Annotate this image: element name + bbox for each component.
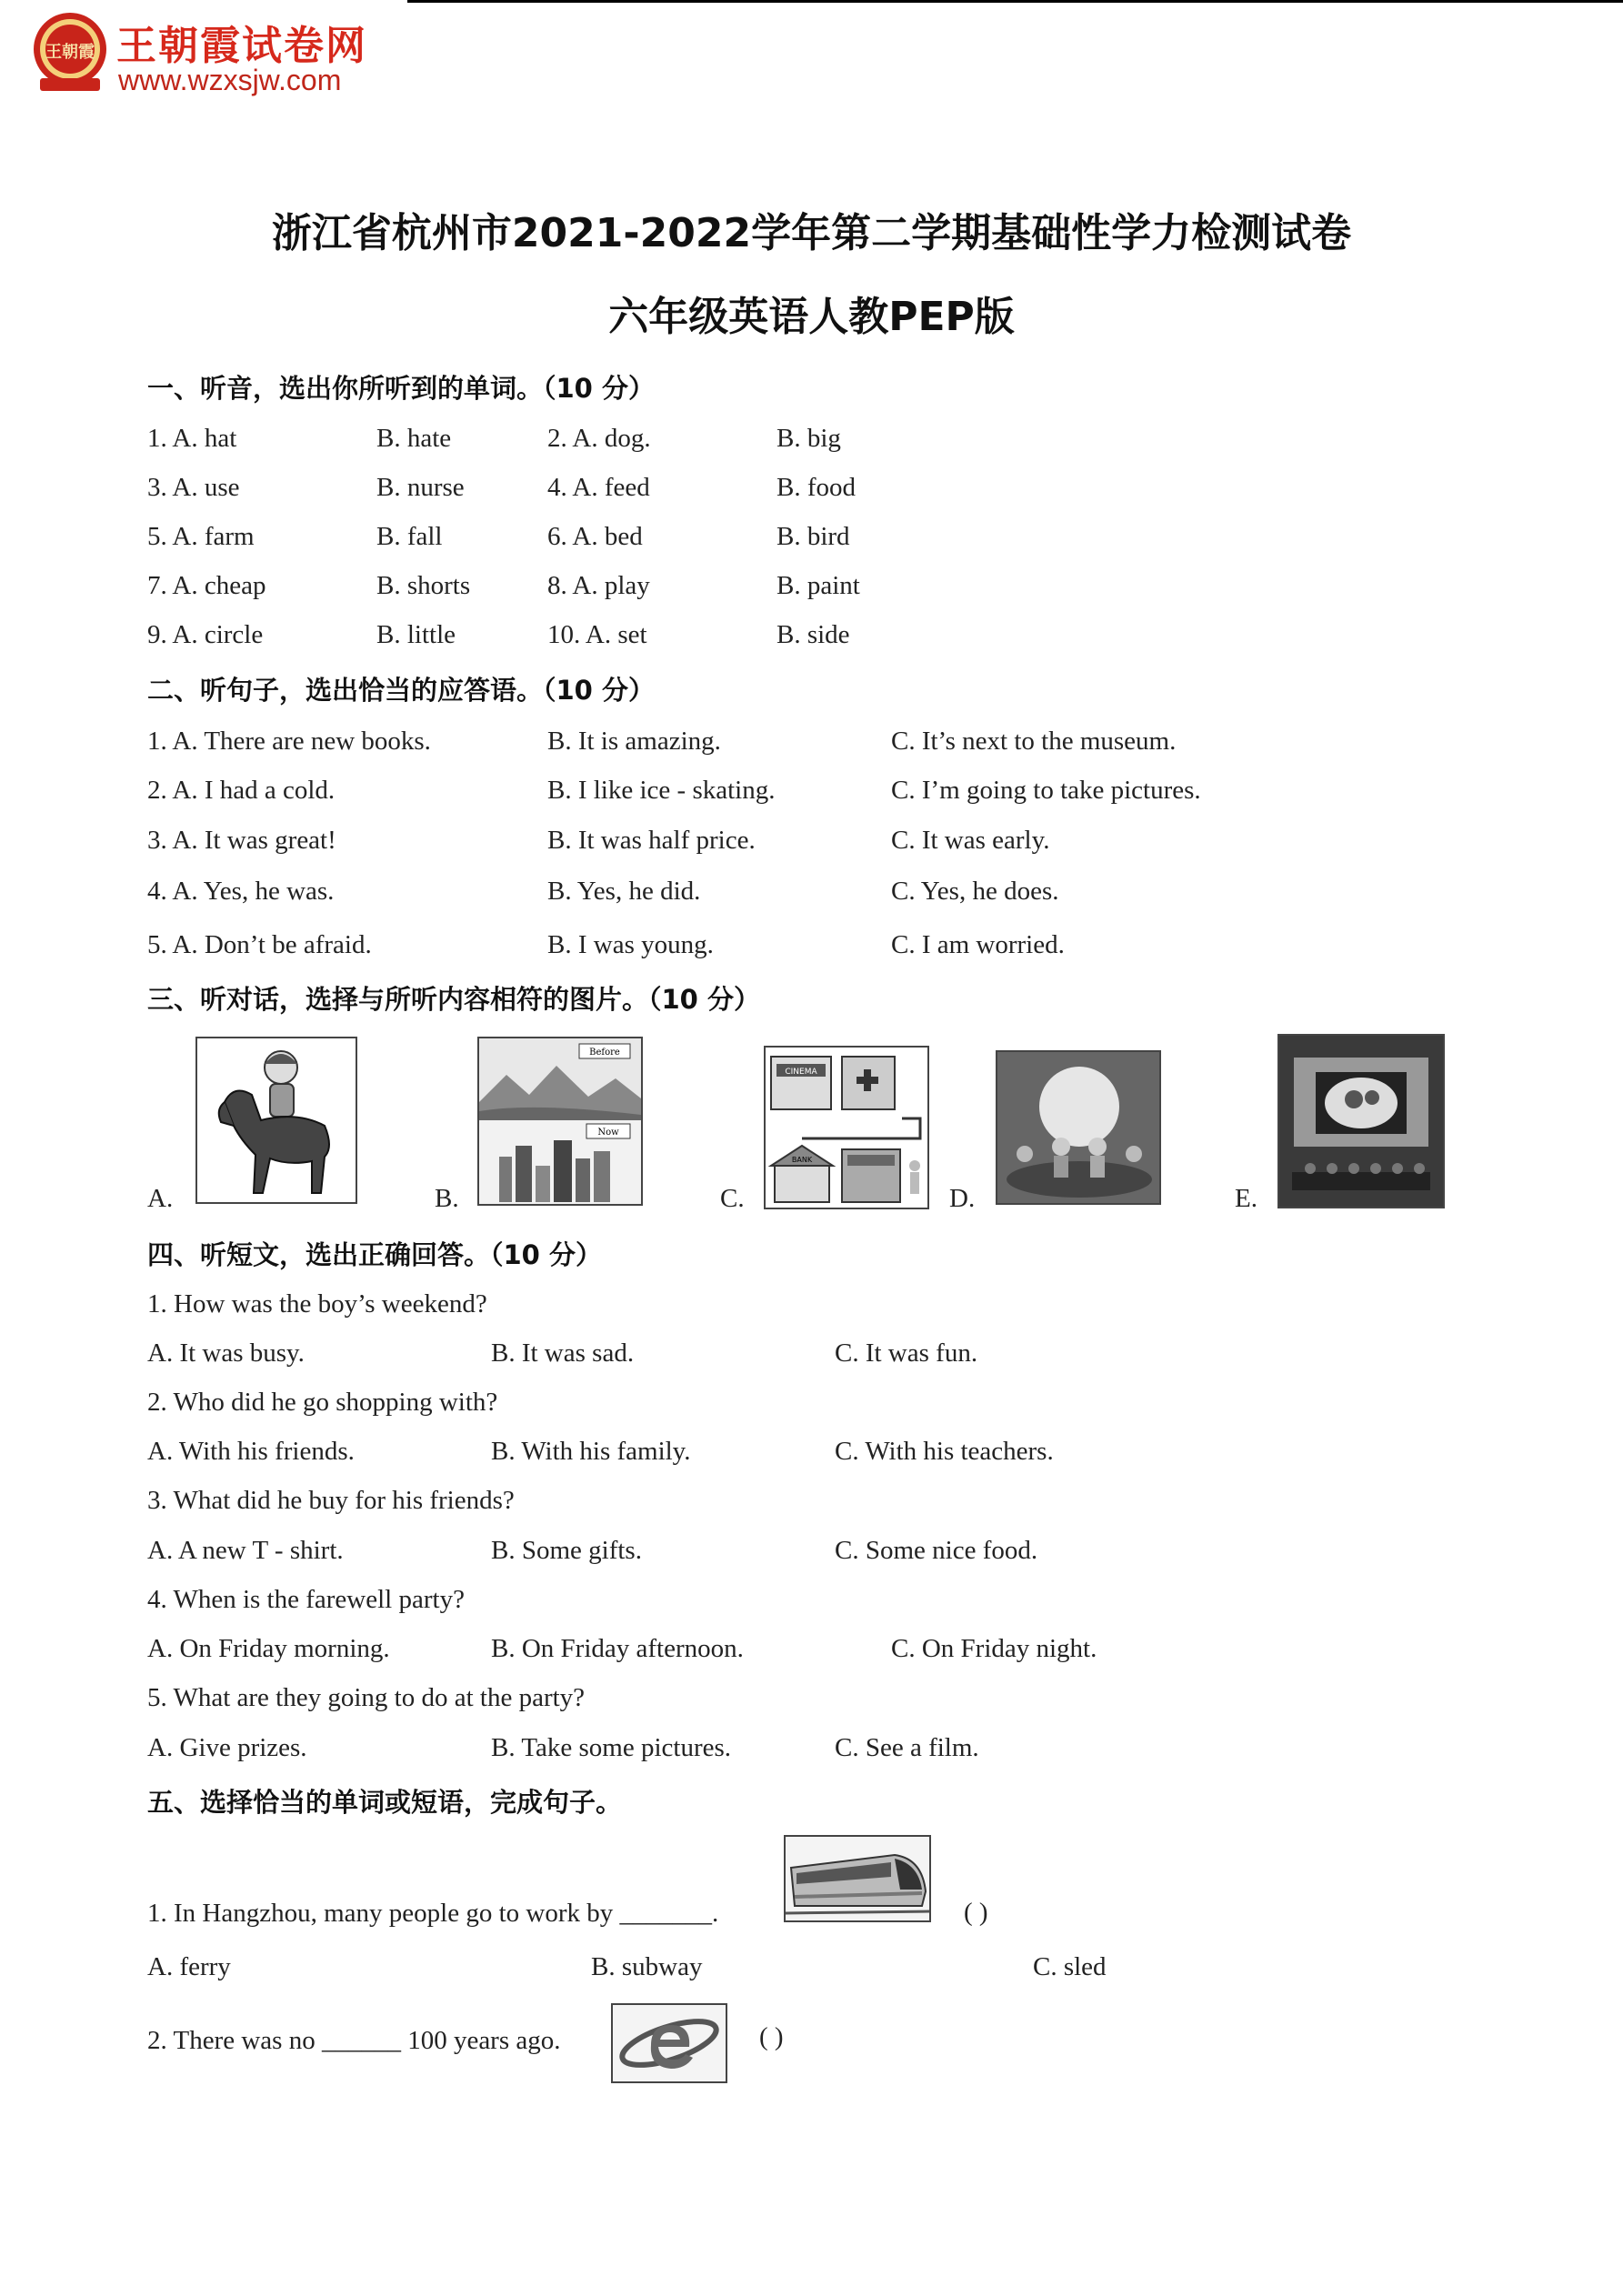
s4-q4-a: A. On Friday morning. [147,1634,390,1663]
s1-row5-c2: B. little [376,620,456,649]
picture-e-cinema-screen [1277,1034,1445,1208]
section1-heading: 一、听音，选出你所听到的单词。（10 分） [147,373,655,404]
s2-row4-a: 4. A. Yes, he was. [147,877,335,906]
s4-q2-b: B. With his family. [491,1437,691,1466]
s4-q1-a: A. It was busy. [147,1338,305,1368]
s4-q3-c: C. Some nice food. [835,1536,1038,1565]
town-buildings-icon [766,1048,927,1208]
s2-row1-b: B. It is amazing. [547,727,721,756]
s1-row3-c1: 5. A. farm [147,522,255,551]
picture-internet-logo [611,2003,727,2083]
s1-row4-c4: B. paint [776,571,860,600]
s4-q2-c: C. With his teachers. [835,1437,1054,1466]
page-subtitle: 六年级英语人教PEP版 [608,294,1015,340]
s2-row3-c: C. It was early. [891,826,1050,855]
train-icon [786,1837,929,1920]
s4-q1: 1. How was the boy’s weekend? [147,1289,487,1318]
s2-row3-a: 3. A. It was great! [147,826,336,855]
pic-c-cinema-label: CINEMA [785,1068,817,1077]
s1-row5-c3: 10. A. set [547,620,647,649]
s2-row4-c: C. Yes, he does. [891,877,1059,906]
s2-row1-c: C. It’s next to the museum. [891,727,1177,756]
pic-b-before-label: Before [589,1048,620,1058]
s5-q1-opt-b: B. subway [591,1952,703,1981]
cinema-screen-icon [1279,1036,1443,1207]
pic-letter-a: A. [147,1184,174,1213]
s4-q5: 5. What are they going to do at the party? [147,1683,586,1712]
s1-row4-c2: B. shorts [376,571,471,600]
s1-row5-c1: 9. A. circle [147,620,264,649]
s1-row4-c1: 7. A. cheap [147,571,266,600]
s4-q2-a: A. With his friends. [147,1437,355,1466]
pic-c-bank-label: BANK [791,1156,813,1164]
landscape-city-icon [479,1038,641,1204]
s2-row3-b: B. It was half price. [547,826,756,855]
s5-q2-text: 2. There was no ______ 100 years ago. [147,2026,561,2055]
logo-seal-icon [27,9,113,95]
s1-row3-c3: 6. A. bed [547,522,643,551]
s4-q1-b: B. It was sad. [491,1338,635,1368]
seal-text: 王朝霞 [45,43,95,62]
logo-url: www.wzxsjw.com [118,64,342,96]
s1-row5-c4: B. side [776,620,850,649]
pic-b-now-label: Now [597,1128,619,1138]
s4-q4: 4. When is the farewell party? [147,1585,465,1614]
s4-q1-c: C. It was fun. [835,1338,978,1368]
horse-rider-icon [197,1038,356,1202]
s1-row1-c2: B. hate [376,424,452,453]
s2-row5-c: C. I am worried. [891,930,1065,959]
s2-row1-a: 1. A. There are new books. [147,727,431,756]
s2-row5-b: B. I was young. [547,930,714,959]
s2-row2-c: C. I’m going to take pictures. [891,776,1201,805]
picture-c-town-map [764,1046,929,1209]
s2-row2-a: 2. A. I had a cold. [147,776,336,805]
s1-row2-c2: B. nurse [376,473,465,502]
moon-family-icon [997,1052,1159,1203]
s1-row4-c3: 8. A. play [547,571,650,600]
s1-row2-c3: 4. A. feed [547,473,650,502]
top-rule [407,0,1623,3]
s1-row1-c1: 1. A. hat [147,424,237,453]
s1-row3-c4: B. bird [776,522,850,551]
s1-row3-c2: B. fall [376,522,443,551]
pic-letter-e: E. [1235,1184,1257,1213]
s4-q5-c: C. See a film. [835,1733,979,1762]
s2-row5-a: 5. A. Don’t be afraid. [147,930,372,959]
picture-subway-train [784,1835,931,1922]
s5-q1-opt-c: C. sled [1033,1952,1107,1981]
s1-row2-c1: 3. A. use [147,473,240,502]
logo-name: 王朝霞试卷网 [116,23,367,69]
section4-heading: 四、听短文，选出正确回答。（10 分） [147,1239,602,1270]
s4-q3-a: A. A new T - shirt. [147,1536,344,1565]
s4-q5-b: B. Take some pictures. [491,1733,732,1762]
section2-heading: 二、听句子，选出恰当的应答语。（10 分） [147,675,655,706]
s4-q2: 2. Who did he go shopping with? [147,1388,498,1417]
s4-q4-c: C. On Friday night. [891,1634,1097,1663]
s4-q3: 3. What did he buy for his friends? [147,1486,515,1515]
section3-heading: 三、听对话，选择与所听内容相符的图片。（10 分） [147,984,760,1015]
s1-row2-c4: B. food [776,473,856,502]
picture-a-horse-rider [195,1037,357,1204]
picture-d-moon-party [996,1050,1161,1205]
s4-q3-b: B. Some gifts. [491,1536,642,1565]
s2-row4-b: B. Yes, he did. [547,877,701,906]
s2-row2-b: B. I like ice - skating. [547,776,776,805]
s4-q5-a: A. Give prizes. [147,1733,307,1762]
s4-q4-b: B. On Friday afternoon. [491,1634,744,1663]
s5-q1-text: 1. In Hangzhou, many people go to work by _______. [147,1899,719,1928]
picture-b-before-now [477,1037,643,1206]
s5-q1-opt-a: A. ferry [147,1952,231,1981]
pic-letter-c: C. [720,1184,745,1213]
page-title: 浙江省杭州市2021-2022学年第二学期基础性学力检测试卷 [271,210,1352,256]
section5-heading: 五、选择恰当的单词或短语，完成句子。 [147,1787,623,1818]
s1-row1-c4: B. big [776,424,841,453]
s1-row1-c3: 2. A. dog. [547,424,651,453]
internet-explorer-icon [613,2005,726,2081]
pic-letter-b: B. [435,1184,459,1213]
pic-letter-d: D. [949,1184,976,1213]
s5-q2-answer-blank[interactable]: ( ) [759,2022,784,2051]
s5-q1-answer-blank[interactable]: ( ) [964,1898,988,1927]
